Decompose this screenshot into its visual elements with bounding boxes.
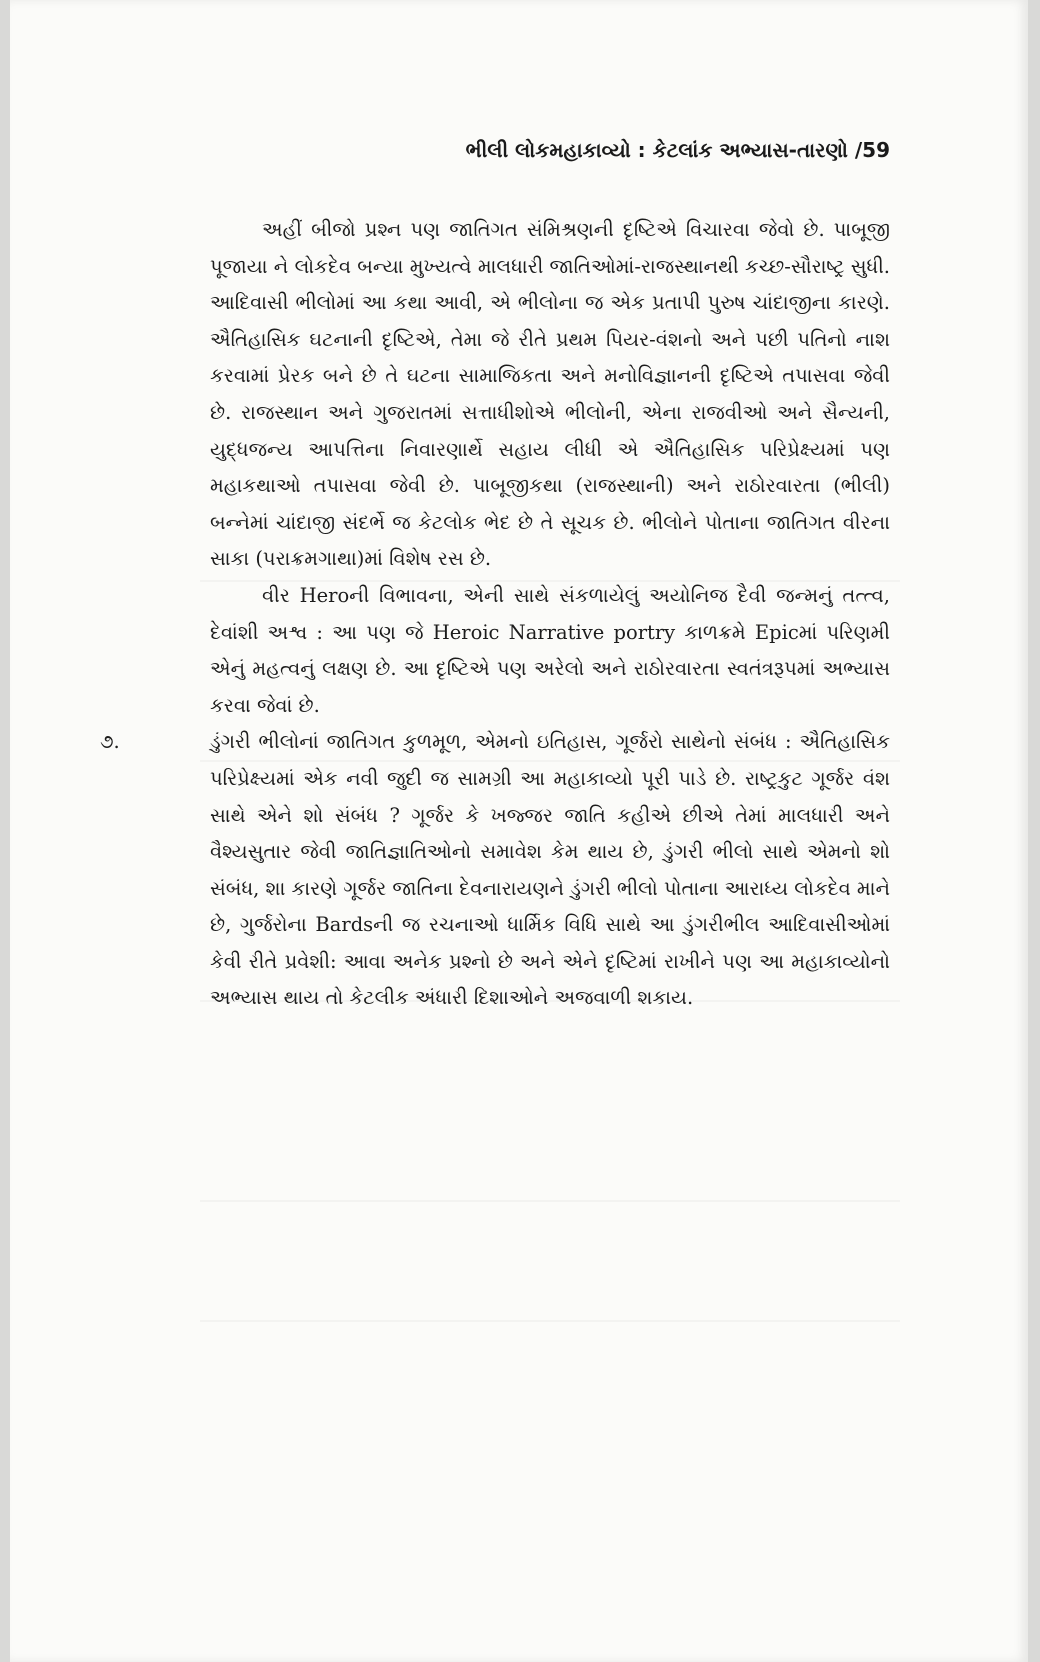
paragraph-1: અહીં બીજો પ્રશ્ન પણ જાતિગત સંમિશ્રણની દૃષ્ટિએ વિચારવા જેવો છે. પાબૂજી પૂજાયા ને લોકદેવ બન્યા મુખ્યત્વે માલધારી જાતિઓમાં-રાજસ્થાનથી કચ્છ-સૌરાષ્ટ્ર સુધી. આદિવાસી ભીલોમાં આ કથા આવી, એ ભીલોના જ એક પ્રતાપી પુરુષ ચાંદાજીના કારણે. ઐતિહાસિક ઘટનાની દૃષ્ટિએ, તેમા જે રીતે પ્રથમ પિયર-વંશનો અને પછી પતિનો નાશ કરવામાં પ્રેરક બને છે તે ઘટના સામાજિકતા અને મનોવિજ્ઞાનની દૃષ્ટિએ તપાસવા જેવી છે. રાજસ્થાન અને ગુજરાતમાં સત્તાધીશોએ ભીલોની, એના રાજવીઓ અને સૈન્યની, યુદ્ધજન્ય આપત્તિના નિવારણાર્થે સહાય લીધી એ ઐતિહાસિક પરિપ્રેક્ષ્યમાં પણ મહાકથાઓ તપાસવા જેવી છે. પાબૂજીકથા (રાજસ્થાની) અને રાઠોરવારતા (ભીલી) બન્નેમાં ચાંદાજી સંદર્ભે જ કેટલોક ભેદ છે તે સૂચક છે. ભીલોને પોતાના જાતિગત વીરના સાકા (પરાક્રમગાથા)માં વિશેષ રસ છે.	[210, 218, 890, 571]
numbered-item-text: ડુંગરી ભીલોનાં જાતિગત કુળમૂળ, એમનો ઇતિહાસ, ગૂર્જરો સાથેનો સંબંધ : ઐતિહાસિક પરિપ્રેક્ષ્યમાં એક નવી જુદી જ સામગ્રી આ મહાકાવ્યો પૂરી પાડે છે. રાષ્ટ્રકુટ ગૂર્જર વંશ સાથે એને શો સંબંધ ? ગૂર્જર કે ખજ્જર જાતિ કહીએ છીએ તેમાં માલધારી અને વૈશ્યસુતાર જેવી જાતિજ્ઞાતિઓનો સમાવેશ કેમ થાય છે, ડુંગરી ભીલો સાથે એમનો શો સંબંધ, શા કારણે ગૂર્જર જાતિના દેવનારાયણને ડુંગરી ભીલો પોતાના આરાધ્ય લોકદેવ માને છે, ગુર્જરોના Bardsની જ રચનાઓ ધાર્મિક વિધિ સાથે આ ડુંગરીભીલ આદિવાસીઓમાં કેવી રીતે પ્રવેશી: આવા અનેક પ્રશ્નો છે અને એને દૃષ્ટિમાં રાખીને પણ આ મહાકાવ્યોનો અભ્યાસ થાય તો કેટલીક અંધારી દિશાઓને અજવાળી શકાય.	[210, 730, 890, 1010]
book-page	[10, 0, 1028, 1662]
running-head: ભીલી લોકમહાકાવ્યો : કેટલાંક અભ્યાસ-તારણો /59	[465, 138, 890, 162]
numbered-item-7	[100, 724, 890, 1017]
item-number: ૭.	[100, 730, 120, 754]
show-through-line	[200, 1320, 900, 1322]
body-text	[100, 212, 890, 1017]
show-through-line	[200, 1200, 900, 1202]
paragraph-2: વીર Heroની વિભાવના, એની સાથે સંકળાયેલું અયોનિજ દૈવી જન્મનું તત્ત્વ, દેવાંશી અશ્વ : આ પણ જે Heroic Narrative portry કાળક્રમે Epicમાં પરિણમી એનું મહત્વનું લક્ષણ છે. આ દૃષ્ટિએ પણ અરેલો અને રાઠોરવારતા સ્વતંત્રરૂપમાં અભ્યાસ કરવા જેવાં છે.	[210, 583, 890, 717]
